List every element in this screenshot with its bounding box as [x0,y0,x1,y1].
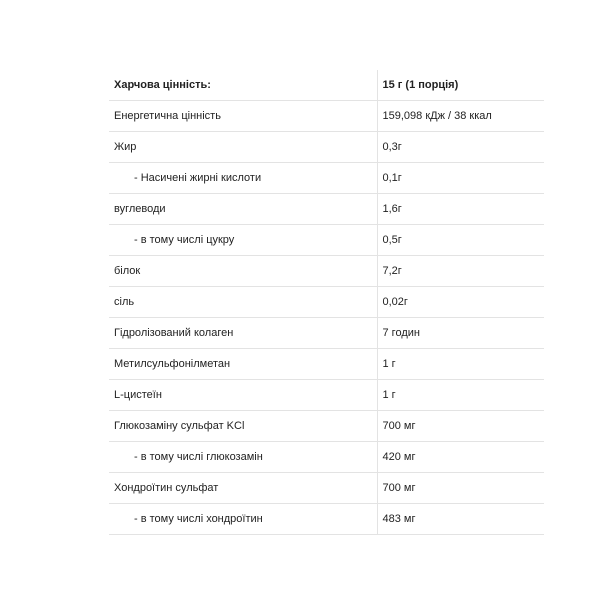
nutrient-label: - в тому числі цукру [109,225,377,256]
nutrient-value: 7 годин [377,318,544,349]
table-row [109,442,544,473]
nutrient-label: Енергетична цінність [109,101,377,132]
nutrient-label: Хондроїтин сульфат [109,473,377,504]
nutrient-label: Метилсульфонілметан [109,349,377,380]
nutrient-label: Глюкозаміну сульфат KCl [109,411,377,442]
table-row [109,132,544,163]
nutrient-label: L-цистеїн [109,380,377,411]
table-body [109,101,544,535]
nutrient-value: 1 г [377,380,544,411]
nutrient-value: 0,02г [377,287,544,318]
table-row [109,163,544,194]
header-label: Харчова цінність: [109,70,377,101]
table-row [109,411,544,442]
nutrient-value: 0,3г [377,132,544,163]
nutrient-value: 420 мг [377,442,544,473]
nutrient-value: 700 мг [377,411,544,442]
table-row [109,380,544,411]
table-row [109,504,544,535]
nutrient-value: 7,2г [377,256,544,287]
nutrient-value: 0,1г [377,163,544,194]
nutrient-label: сіль [109,287,377,318]
table-row [109,101,544,132]
nutrient-label: Жир [109,132,377,163]
table-row [109,318,544,349]
table-row [109,349,544,380]
nutrient-value: 0,5г [377,225,544,256]
nutrient-label: - в тому числі глюкозамін [109,442,377,473]
table-row [109,256,544,287]
table-row [109,225,544,256]
table-row [109,473,544,504]
table-row [109,287,544,318]
nutrient-value: 1 г [377,349,544,380]
nutrient-value: 700 мг [377,473,544,504]
nutrient-label: вуглеводи [109,194,377,225]
table-row [109,194,544,225]
nutrient-value: 159,098 кДж / 38 ккал [377,101,544,132]
nutrition-facts-table [109,70,544,535]
table-header-row [109,70,544,101]
nutrient-value: 1,6г [377,194,544,225]
nutrient-label: Гідролізований колаген [109,318,377,349]
nutrient-label: - в тому числі хондроїтин [109,504,377,535]
nutrient-label: білок [109,256,377,287]
nutrient-value: 483 мг [377,504,544,535]
header-serving: 15 г (1 порція) [377,70,544,101]
nutrient-label: - Насичені жирні кислоти [109,163,377,194]
